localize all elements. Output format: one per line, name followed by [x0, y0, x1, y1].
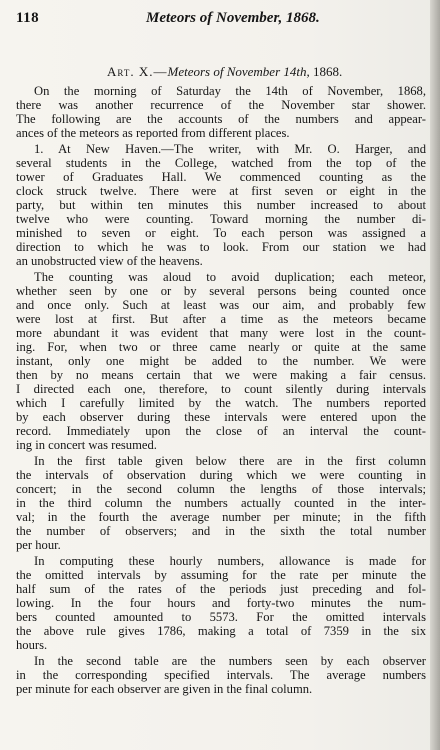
text-line: ances of the meteors as reported from different places.	[16, 126, 290, 140]
text-line: In the first table given below there are in the first column	[34, 454, 426, 468]
text-line: hours.	[16, 638, 48, 652]
text-line: tower of Graduates Hall. We commenced counting as the	[16, 170, 426, 184]
text-line: The following are the accounts of the numbers and appear-	[16, 112, 426, 126]
text-line: whether seen by one or by several persons being counted once	[16, 284, 426, 298]
text-line: by each observer during these intervals were entered upon the	[16, 410, 426, 424]
text-line: per hour.	[16, 538, 61, 552]
article-heading	[107, 64, 342, 80]
page-spine-shadow	[430, 0, 440, 750]
text-line: the above rule gives 1786, making a total of 7359 in the six	[16, 624, 426, 638]
article-year: 1868.	[309, 64, 343, 79]
text-line: direction to which he was to look. From our station we had	[16, 240, 426, 254]
text-line: ing in concert was resumed.	[16, 438, 157, 452]
text-line: I directed each one, therefore, to count silently during intervals	[16, 382, 426, 396]
paragraph	[16, 142, 426, 268]
article-body	[16, 84, 426, 696]
text-line: which I carefully limited by the watch. The numbers reported	[16, 396, 426, 410]
text-line: concert; in the second column the lengths of those intervals;	[16, 482, 426, 496]
text-line: clock struck twelve. There were at first seven or eight in the	[16, 184, 426, 198]
text-line: In computing these hourly numbers, allowance is made for	[34, 554, 426, 568]
paragraph	[16, 84, 426, 140]
text-line: half sum of the rates of the periods just preceding and fol-	[16, 582, 426, 596]
text-line: val; in the fourth the average number per minute; in the fifth	[16, 510, 426, 524]
text-line: an unobstructed view of the heavens.	[16, 254, 203, 268]
text-line: twelve who were counting. Toward morning the number di-	[16, 212, 426, 226]
text-line: 1. At New Haven.—The writer, with Mr. O. Harger, and	[34, 142, 426, 156]
text-line: the intervals of observation during which we were counting in	[16, 468, 426, 482]
text-line: then by no means certain that we were making a fair census.	[16, 368, 426, 382]
text-line: there was another recurrence of the November star shower.	[16, 98, 426, 112]
text-line: On the morning of Saturday the 14th of November, 1868,	[34, 84, 426, 98]
text-line: more abundant it was evident that many were lost in the count-	[16, 326, 426, 340]
running-title: Meteors of November, 1868.	[146, 10, 320, 26]
text-line: instant, only one might be added to the number. We were	[16, 354, 426, 368]
text-line: minished to seven or eight. To each person was assigned a	[16, 226, 426, 240]
paragraph	[16, 270, 426, 452]
paragraph	[16, 454, 426, 552]
text-line: several students in the College, watched from the top of the	[16, 156, 426, 170]
text-line: ing. For, when two or three came nearly or quite at the same	[16, 340, 426, 354]
text-line: in the corresponding specified intervals. The average numbers	[16, 668, 426, 682]
text-line: bers counted amounted to 5573. For the omitted intervals	[16, 610, 426, 624]
running-head	[16, 10, 416, 32]
paragraph	[16, 554, 426, 652]
text-line: The counting was aloud to avoid duplication; each meteor,	[34, 270, 426, 284]
page-number: 118	[16, 10, 40, 26]
text-line: in the third column the numbers actually counted in the inter-	[16, 496, 426, 510]
paragraph	[16, 654, 426, 696]
text-line: record. Immediately upon the close of an interval the count-	[16, 424, 426, 438]
text-line: per minute for each observer are given in the final column.	[16, 682, 313, 696]
text-line: In the second table are the numbers seen by each observer	[34, 654, 426, 668]
text-line: party, but within ten minutes this number increased to about	[16, 198, 426, 212]
text-line: the omitted intervals by assuming for the rate per minute the	[16, 568, 426, 582]
text-line: lowing. In the four hours and forty-two minutes the num-	[16, 596, 426, 610]
article-title: Meteors of November 14th,	[167, 64, 310, 79]
article-number: Art. X.—	[107, 64, 168, 79]
text-line: were lost at first. But after a time as the meteors became	[16, 312, 426, 326]
text-line: the number of observers; and in the sixth the total number	[16, 524, 426, 538]
text-line: and once only. Such at least was our aim, and probably few	[16, 298, 426, 312]
